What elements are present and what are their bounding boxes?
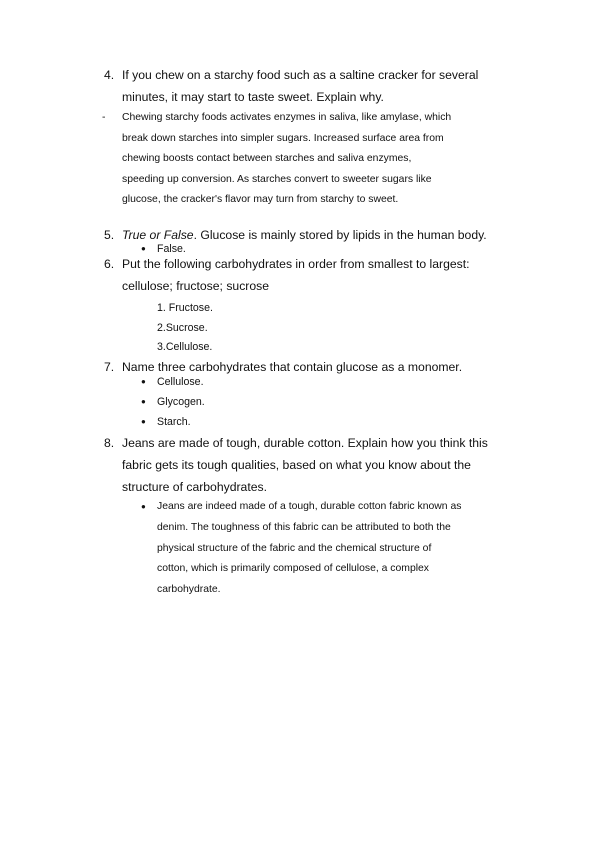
question-line: cellulose; fructose; sucrose	[122, 279, 269, 293]
bullet-icon: ●	[141, 417, 146, 426]
answer-line: Jeans are indeed made of a tough, durable cotton fabric known as	[157, 501, 462, 512]
question-number: 6.	[104, 257, 115, 271]
question-number: 7.	[104, 360, 115, 374]
question-text	[122, 253, 502, 297]
answer-line: chewing boosts contact between starches and saliva enzymes,	[122, 153, 412, 165]
answer-line: carbohydrate.	[157, 584, 221, 596]
question-number: 4.	[104, 68, 115, 82]
question-line: minutes, it may start to taste sweet. Explain why.	[122, 90, 384, 104]
answer-line: glucose, the cracker's flavor may turn from starchy to sweet.	[122, 194, 399, 206]
answer-line: physical structure of the fabric and the chemical structure of	[157, 542, 432, 554]
italic-prefix: True or False	[122, 228, 194, 242]
answer-line: speeding up conversion. As starches convert to sweeter sugars like	[122, 173, 432, 185]
question-line: Put the following carbohydrates in order from smallest to largest:	[122, 257, 470, 271]
ordered-answer-1: 1. Fructose.	[157, 302, 213, 314]
answer-text	[122, 108, 462, 211]
dash-marker: -	[102, 112, 106, 123]
answer-line: cotton, which is primarily composed of cellulose, a complex	[157, 563, 430, 575]
bullet-icon: ●	[141, 502, 146, 511]
answer-line: denim. The toughness of this fabric can be attributed to both the	[157, 521, 451, 533]
ordered-answer-3: 3.Cellulose.	[157, 341, 213, 353]
answer-text: Cellulose.	[157, 376, 204, 388]
answer-text: Starch.	[157, 416, 191, 428]
answer-text	[157, 497, 487, 601]
answer-text: False.	[157, 243, 186, 255]
question-line: Jeans are made of tough, durable cotton. Explain how you think this	[122, 436, 488, 450]
question-line: structure of carbohydrates.	[122, 480, 267, 494]
question-text	[122, 432, 502, 498]
bullet-icon: ●	[141, 244, 146, 253]
question-line: fabric gets its tough qualities, based on what you know about the	[122, 458, 471, 472]
question-line: Name three carbohydrates that contain glucose as a monomer.	[122, 360, 463, 374]
question-number: 8.	[104, 436, 115, 450]
answer-text: Glycogen.	[157, 396, 205, 408]
answer-line: break down starches into simpler sugars. Increased surface area from	[122, 132, 444, 144]
answer-line: Chewing starchy foods activates enzymes in saliva, like amylase, which	[122, 112, 452, 123]
ordered-answer-2: 2.Sucrose.	[157, 322, 208, 334]
question-text-rest: . Glucose is mainly stored by lipids in the human body.	[193, 228, 487, 242]
question-line: If you chew on a starchy food such as a saltine cracker for several	[122, 68, 479, 82]
bullet-icon: ●	[141, 397, 146, 406]
bullet-icon: ●	[141, 377, 146, 386]
question-text	[122, 64, 502, 108]
question-number: 5.	[104, 228, 115, 242]
